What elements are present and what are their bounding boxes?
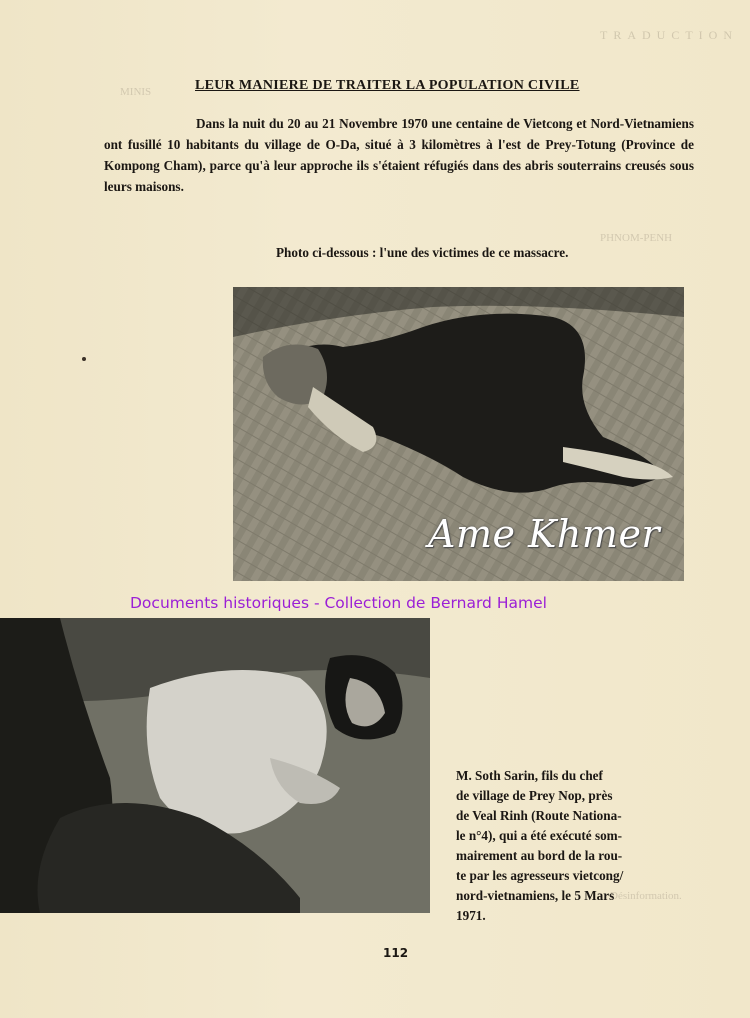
- victim-photo-bottom-image: [0, 618, 430, 913]
- section-heading: LEUR MANIERE DE TRAITER LA POPULATION CIVILE: [195, 78, 580, 93]
- caption-line: de village de Prey Nop, près: [456, 788, 613, 803]
- caption-line: le n°4), qui a été exécuté som-: [456, 828, 623, 843]
- caption-line: de Veal Rinh (Route Nationa-: [456, 808, 622, 823]
- bleed-through-text: Désinformation.: [610, 890, 682, 902]
- paper-speck: [82, 357, 86, 361]
- collection-credit: Documents historiques - Collection de Bernard Hamel: [130, 594, 547, 612]
- caption-line: 1971.: [456, 908, 486, 923]
- bleed-through-text: PHNOM-PENH: [600, 232, 673, 244]
- caption-line: te par les agresseurs vietcong/: [456, 868, 624, 883]
- photo-caption-top: Photo ci-dessous : l'une des victimes de ce massacre.: [276, 245, 569, 260]
- page-number: 112: [383, 946, 409, 960]
- photo-caption-bottom: [456, 766, 684, 926]
- bleed-through-header: TRADUCTION: [600, 28, 738, 42]
- bleed-through-text: MINIS: [120, 86, 152, 98]
- victim-photo-bottom: [0, 618, 430, 913]
- caption-line: M. Soth Sarin, fils du chef: [456, 768, 603, 783]
- intro-paragraph: Dans la nuit du 20 au 21 Novembre 1970 une centaine de Vietcong et Nord-Vietnamiens ont fusillé 10 habitants du village de O-Da, situé à 3 kilomètres à l'est de Prey-Totung (Province de Kompong Cham), parce qu'à leur approche ils s'étaient réfugiés dans des abris souterrains creusés sous leurs maisons.: [104, 116, 694, 194]
- caption-line: nord-vietnamiens, le 5 Mars: [456, 888, 615, 903]
- watermark-logo: Ame Khmer: [428, 512, 661, 556]
- caption-line: mairement au bord de la rou-: [456, 848, 623, 863]
